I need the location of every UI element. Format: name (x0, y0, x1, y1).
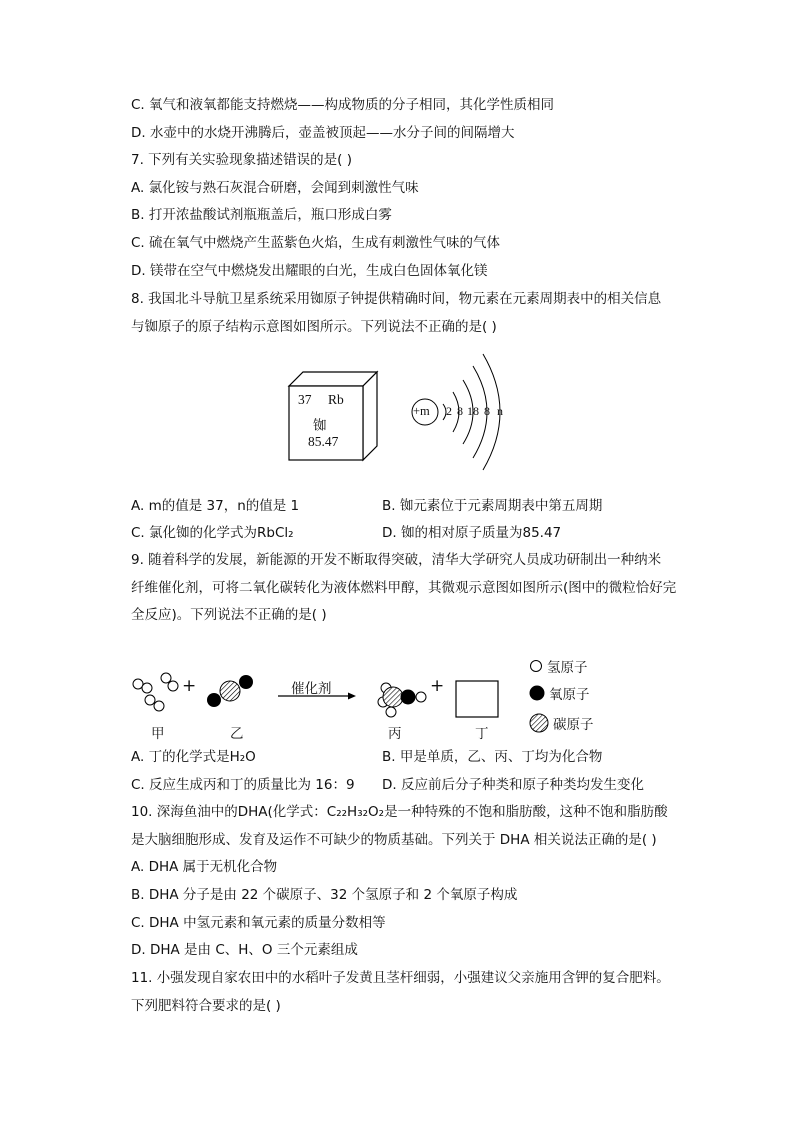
shell-5-electrons: n (497, 404, 503, 418)
q8-option-a: A. m的值是 37，n的值是 1 (131, 498, 300, 514)
legend-hydrogen (529, 656, 588, 676)
q7-stem: 7. 下列有关实验现象描述错误的是( ) (131, 152, 352, 168)
q7-option-a: A. 氯化铵与熟石灰混合研磨，会闻到刺激性气味 (131, 180, 419, 196)
atomic-number: 37 (298, 392, 312, 407)
plus-sign-2: + (430, 676, 445, 696)
shell-1-electrons: 2 (446, 404, 452, 418)
q7-option-b: B. 打开浓盐酸试剂瓶瓶盖后，瓶口形成白雾 (131, 207, 392, 223)
shell-4-electrons: 8 (484, 404, 490, 418)
q8-option-b: B. 铷元素位于元素周期表中第五周期 (382, 498, 603, 514)
q9-option-b: B. 甲是单质，乙、丙、丁均为化合物 (382, 749, 603, 765)
carbon-dioxide-molecule (207, 675, 253, 707)
shell-2-electrons: 8 (457, 404, 463, 418)
label-yi: 乙 (230, 726, 244, 742)
q10-option-a: A. DHA 属于无机化合物 (131, 859, 278, 875)
q9-stem-line1: 9. 随着科学的发展，新能源的开发不断取得突破，清华大学研究人员成功研制出一种纳米 (131, 552, 662, 568)
nucleus-charge: +m (413, 404, 430, 418)
q8-option-d: D. 铷的相对原子质量为85.47 (382, 525, 562, 541)
q11-stem-line2: 下列肥料符合要求的是( ) (131, 998, 281, 1014)
q10-stem-line1: 10. 深海鱼油中的DHA(化学式：C₂₂H₃₂O₂是一种特殊的不饱和脂肪酸，这种不饱和脂肪酸 (131, 804, 668, 820)
q6-option-c: C. 氧气和液氧都能支持燃烧——构成物质的分子相同，其化学性质相同 (131, 97, 555, 113)
q10-option-c: C. DHA 中氢元素和氧元素的质量分数相等 (131, 915, 386, 931)
label-bing: 丙 (388, 726, 402, 742)
plus-sign-1: + (182, 676, 197, 696)
product-ding-box (456, 681, 498, 717)
oxygen-atom-icon (529, 685, 545, 701)
q11-stem-line1: 11. 小强发现自家农田中的水稻叶子发黄且茎杆细弱，小强建议父亲施用含钾的复合肥料。 (131, 970, 670, 986)
q10-stem-line2: 是大脑细胞形成、发育及运作不可缺少的物质基础。下列关于 DHA 相关说法正确的是( ) (131, 832, 657, 848)
carbon-atom-icon (529, 713, 549, 733)
element-name: 铷 (313, 418, 327, 434)
label-ding: 丁 (475, 726, 489, 742)
q8-stem-line1: 8. 我国北斗导航卫星系统采用铷原子钟提供精确时间，物元素在元素周期表中的相关信息 (131, 291, 662, 307)
legend-oxygen-label: 氧原子 (549, 687, 590, 703)
q10-option-b: B. DHA 分子是由 22 个碳原子、32 个氢原子和 2 个氧原子构成 (131, 887, 518, 903)
q6-option-d: D. 水壶中的水烧开沸腾后，壶盖被顶起——水分子间的间隔增大 (131, 125, 515, 141)
q9-stem-line2: 纤维催化剂，可将二氧化碳转化为液体燃料甲醇，其微观示意图如图所示(图中的微粒恰好完 (131, 580, 677, 596)
q8-option-c: C. 氯化铷的化学式为RbCl₂ (131, 525, 294, 541)
q9-option-a: A. 丁的化学式是H₂O (131, 749, 256, 765)
q8-stem-line2: 与铷原子的原子结构示意图如图所示。下列说法不正确的是( ) (131, 319, 497, 335)
q9-option-d: D. 反应前后分子种类和原子种类均发生变化 (382, 777, 644, 793)
legend-hydrogen-label: 氢原子 (547, 660, 588, 676)
atomic-mass: 85.47 (308, 434, 339, 449)
shell-3-electrons: 18 (467, 404, 479, 418)
catalyst-label: 催化剂 (291, 681, 332, 697)
legend-oxygen (529, 683, 590, 703)
legend-carbon (529, 713, 594, 733)
hydrogen-atom-icon (529, 659, 543, 673)
legend-carbon-label: 碳原子 (553, 717, 594, 733)
q9-stem-line3: 全反应)。下列说法不正确的是( ) (131, 607, 327, 623)
label-jia: 甲 (151, 726, 165, 742)
hydrogen-molecules (133, 673, 178, 711)
q7-option-c: C. 硫在氧气中燃烧产生蓝紫色火焰，生成有刺激性气味的气体 (131, 235, 501, 251)
q9-option-c: C. 反应生成丙和丁的质量比为 16：9 (131, 777, 355, 793)
q10-option-d: D. DHA 是由 C、H、O 三个元素组成 (131, 942, 358, 958)
methanol-molecule (378, 683, 426, 717)
element-symbol: Rb (328, 392, 344, 407)
q7-option-d: D. 镁带在空气中燃烧发出耀眼的白光，生成白色固体氧化镁 (131, 263, 488, 279)
